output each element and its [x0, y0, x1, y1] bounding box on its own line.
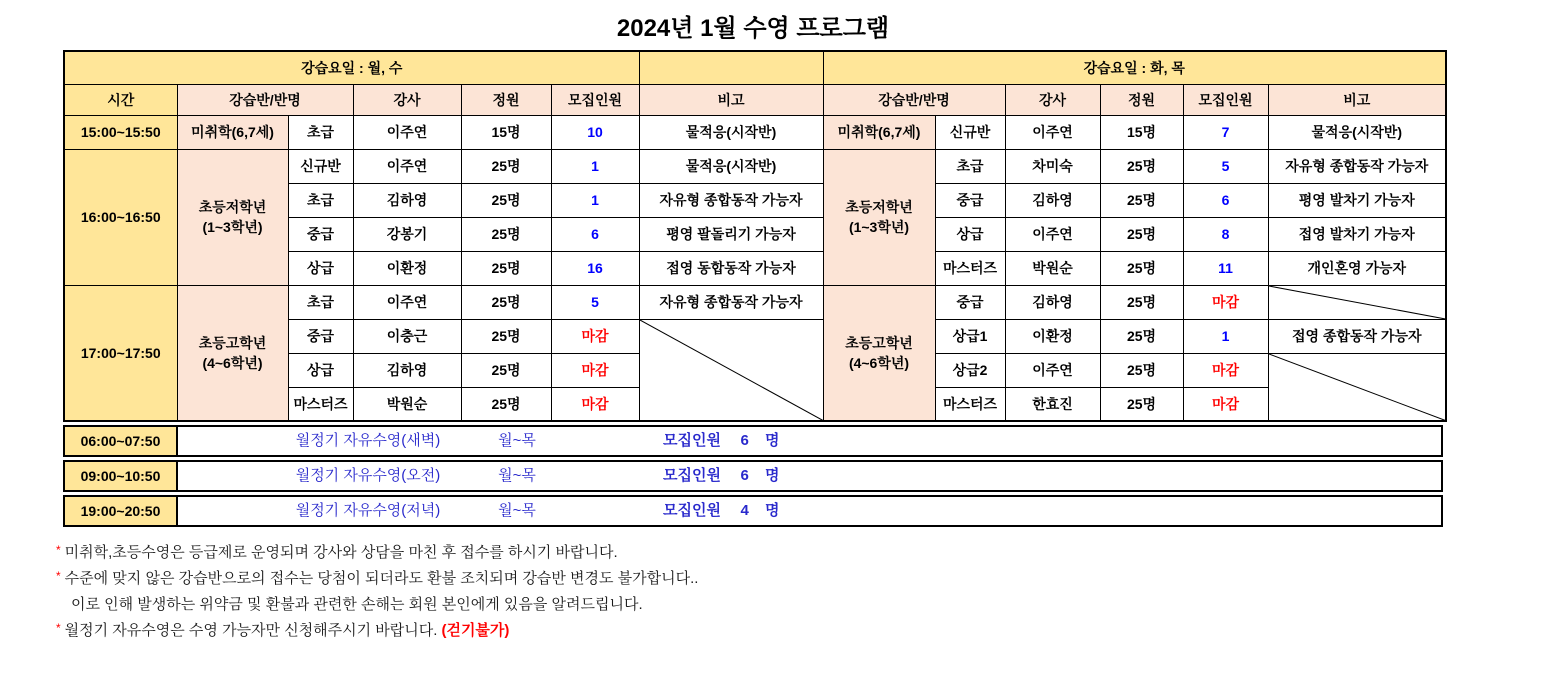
instructor-cell: 김하영 — [1005, 183, 1100, 217]
recruit-count-cell: 1 — [551, 183, 639, 217]
group-name: 초등고학년 — [198, 334, 267, 351]
class-cell: 상급2 — [935, 353, 1005, 387]
class-cell: 마스터즈 — [935, 251, 1005, 285]
free-swim-count: 4 명 — [740, 502, 786, 519]
schedule-sheet — [63, 50, 1443, 527]
capacity-cell: 25명 — [1100, 251, 1183, 285]
note-cell: 평영 팔돌리기 가능자 — [639, 217, 823, 251]
instructor-cell: 이주연 — [353, 115, 461, 149]
group-sub: (4~6학년) — [848, 354, 910, 371]
capacity-cell: 25명 — [1100, 353, 1183, 387]
asterisk-icon: * — [56, 621, 61, 635]
group-sub: (1~3학년) — [202, 219, 263, 235]
instructor-cell: 김하영 — [1005, 285, 1100, 319]
recruit-count-cell: 16 — [551, 251, 639, 285]
group-name: 초등저학년 — [845, 199, 913, 215]
page-title: 2024년 1월 수영 프로그램 — [616, 15, 890, 42]
instructor-cell: 이주연 — [1005, 353, 1100, 387]
note-cell: 접영 발차기 가능자 — [1268, 217, 1446, 251]
class-cell: 중급 — [288, 217, 353, 251]
diagonal-line-icon — [1269, 286, 1446, 319]
recruit-count-cell: 7 — [1183, 115, 1268, 149]
footnote-text: 미취학,초등수영은 등급제로 운영되며 강사와 상담을 마친 후 접수를 하시기 바랍니다. — [64, 544, 618, 561]
free-swim-count: 6 명 — [740, 467, 786, 484]
col-header-capacity-right: 정원 — [1100, 84, 1183, 115]
instructor-cell: 이주연 — [1005, 115, 1100, 149]
footnotes — [56, 540, 698, 644]
free-swim-name: 월정기 자유수영(오전) — [295, 467, 441, 484]
col-header-capacity-left: 정원 — [461, 84, 551, 115]
instructor-cell: 김하영 — [353, 183, 461, 217]
free-swim-time: 06:00~07:50 — [65, 427, 178, 455]
section-header-left: 강습요일 : 월, 수 — [64, 51, 639, 84]
capacity-cell: 25명 — [461, 217, 551, 251]
free-swim-days: 월~목 — [498, 502, 536, 519]
time-cell: 17:00~17:50 — [64, 285, 177, 421]
group-sub: (4~6학년) — [202, 354, 263, 371]
diagonal-line-icon — [1269, 354, 1446, 421]
class-cell: 초급 — [288, 285, 353, 319]
time-cell: 16:00~16:50 — [64, 149, 177, 285]
free-swim-row — [63, 460, 1443, 492]
schedule-table — [63, 50, 1447, 422]
free-swim-time: 09:00~10:50 — [65, 462, 178, 490]
note-cell: 물적응(시작반) — [1268, 115, 1446, 149]
note-cell: 자유형 종합동작 가능자 — [639, 285, 823, 319]
class-cell: 신규반 — [935, 115, 1005, 149]
class-cell: 초급 — [935, 149, 1005, 183]
instructor-cell: 박원순 — [1005, 251, 1100, 285]
free-swim-body — [178, 462, 1441, 490]
free-swim-name: 월정기 자유수영(저녁) — [295, 502, 441, 519]
capacity-cell: 25명 — [461, 251, 551, 285]
class-cell: 마스터즈 — [288, 387, 353, 421]
capacity-cell: 25명 — [1100, 149, 1183, 183]
recruit-count-cell: 6 — [551, 217, 639, 251]
capacity-cell: 25명 — [1100, 285, 1183, 319]
class-cell: 초급 — [288, 115, 353, 149]
recruit-count-cell: 마감 — [551, 353, 639, 387]
diagonal-line-icon — [640, 320, 823, 421]
free-swim-row — [63, 495, 1443, 527]
class-cell: 중급 — [288, 319, 353, 353]
free-swim-days: 월~목 — [498, 432, 536, 449]
asterisk-icon: * — [56, 543, 61, 557]
instructor-cell: 이주연 — [353, 149, 461, 183]
recruit-count-cell: 마감 — [1183, 387, 1268, 421]
note-cell: 자유형 종합동작 가능자 — [1268, 149, 1446, 183]
capacity-cell: 25명 — [461, 285, 551, 319]
recruit-count-cell: 마감 — [551, 387, 639, 421]
recruit-count-cell: 8 — [1183, 217, 1268, 251]
capacity-cell: 25명 — [461, 387, 551, 421]
class-cell: 신규반 — [288, 149, 353, 183]
instructor-cell: 강봉기 — [353, 217, 461, 251]
instructor-cell: 차미숙 — [1005, 149, 1100, 183]
instructor-cell: 한효진 — [1005, 387, 1100, 421]
free-swim-row — [63, 425, 1443, 457]
section-header-gap — [639, 51, 823, 84]
free-swim-days: 월~목 — [498, 467, 536, 484]
free-swim-recruit-label: 모집인원 — [663, 432, 721, 449]
capacity-cell: 15명 — [1100, 115, 1183, 149]
asterisk-icon: * — [56, 569, 61, 583]
group-cell — [177, 149, 288, 285]
note-cell: 물적응(시작반) — [639, 149, 823, 183]
class-cell: 마스터즈 — [935, 387, 1005, 421]
group-cell — [177, 285, 288, 421]
recruit-count-cell: 5 — [1183, 149, 1268, 183]
col-header-instructor-right: 강사 — [1005, 84, 1100, 115]
capacity-cell: 25명 — [1100, 387, 1183, 421]
recruit-count-cell: 마감 — [1183, 353, 1268, 387]
capacity-cell: 15명 — [461, 115, 551, 149]
footnote-text: 월정기 자유수영은 수영 가능자만 신청해주시기 바랍니다. — [64, 622, 438, 639]
instructor-cell: 이주연 — [1005, 217, 1100, 251]
col-header-recruit-left: 모집인원 — [551, 84, 639, 115]
group-name: 초등고학년 — [845, 334, 913, 351]
diagonal-strikethrough-cell — [639, 319, 823, 421]
capacity-cell: 25명 — [461, 149, 551, 183]
recruit-count-cell: 6 — [1183, 183, 1268, 217]
recruit-count-cell: 마감 — [551, 319, 639, 353]
col-header-instructor-left: 강사 — [353, 84, 461, 115]
capacity-cell: 25명 — [1100, 217, 1183, 251]
group-cell — [823, 149, 935, 285]
class-cell: 중급 — [935, 183, 1005, 217]
free-swim-time: 19:00~20:50 — [65, 497, 178, 525]
time-cell: 15:00~15:50 — [64, 115, 177, 149]
free-swim-recruit-label: 모집인원 — [663, 467, 721, 484]
class-cell: 중급 — [935, 285, 1005, 319]
col-header-class-right: 강습반/반명 — [823, 84, 1005, 115]
footnote-line-4 — [56, 618, 698, 644]
class-cell: 초급 — [288, 183, 353, 217]
free-swim-body — [178, 497, 1441, 525]
class-cell: 상급 — [935, 217, 1005, 251]
class-cell: 상급 — [288, 251, 353, 285]
group-cell: 미취학(6,7세) — [177, 115, 288, 149]
col-header-recruit-right: 모집인원 — [1183, 84, 1268, 115]
footnote-warning: (걷기불가) — [441, 622, 510, 639]
instructor-cell: 이주연 — [353, 285, 461, 319]
free-swim-body — [178, 427, 1441, 455]
class-cell: 상급1 — [935, 319, 1005, 353]
note-cell: 개인혼영 가능자 — [1268, 251, 1446, 285]
note-cell: 자유형 종합동작 가능자 — [639, 183, 823, 217]
footnote-text: 이로 인해 발생하는 위약금 및 환불과 관련한 손해는 회원 본인에게 있음을 알려드립니다. — [71, 596, 643, 613]
instructor-cell: 이환정 — [353, 251, 461, 285]
free-swim-name: 월정기 자유수영(새벽) — [295, 432, 441, 449]
col-header-note-right: 비고 — [1268, 84, 1446, 115]
capacity-cell: 25명 — [461, 183, 551, 217]
group-cell: 미취학(6,7세) — [823, 115, 935, 149]
diagonal-strikethrough-cell — [1268, 353, 1446, 421]
group-name: 초등저학년 — [198, 199, 267, 215]
capacity-cell: 25명 — [1100, 183, 1183, 217]
class-cell: 상급 — [288, 353, 353, 387]
recruit-count-cell: 마감 — [1183, 285, 1268, 319]
note-cell: 접영 동합동작 가능자 — [639, 251, 823, 285]
col-header-time: 시간 — [64, 84, 177, 115]
recruit-count-cell: 1 — [551, 149, 639, 183]
section-header-right: 강습요일 : 화, 목 — [823, 51, 1446, 84]
capacity-cell: 25명 — [461, 353, 551, 387]
note-cell: 평영 발차기 가능자 — [1268, 183, 1446, 217]
instructor-cell: 김하영 — [353, 353, 461, 387]
instructor-cell: 이충근 — [353, 319, 461, 353]
instructor-cell: 이환정 — [1005, 319, 1100, 353]
recruit-count-cell: 1 — [1183, 319, 1268, 353]
footnote-line-1 — [56, 540, 698, 566]
free-swim-recruit-label: 모집인원 — [663, 502, 721, 519]
recruit-count-cell: 5 — [551, 285, 639, 319]
col-header-class-left: 강습반/반명 — [177, 84, 353, 115]
instructor-cell: 박원순 — [353, 387, 461, 421]
recruit-count-cell: 10 — [551, 115, 639, 149]
group-sub: (1~3학년) — [848, 219, 910, 235]
footnote-line-3 — [56, 592, 698, 618]
capacity-cell: 25명 — [461, 319, 551, 353]
capacity-cell: 25명 — [1100, 319, 1183, 353]
col-header-note-left: 비고 — [639, 84, 823, 115]
note-cell: 접영 종합동작 가능자 — [1268, 319, 1446, 353]
group-cell — [823, 285, 935, 421]
note-cell: 물적응(시작반) — [639, 115, 823, 149]
footnote-text: 수준에 맞지 않은 강습반으로의 접수는 당첨이 되더라도 환불 조치되며 강습반 변경도 불가합니다.. — [64, 570, 699, 587]
diagonal-strikethrough-cell — [1268, 285, 1446, 319]
recruit-count-cell: 11 — [1183, 251, 1268, 285]
free-swim-count: 6 명 — [740, 432, 786, 449]
footnote-line-2 — [56, 566, 698, 592]
